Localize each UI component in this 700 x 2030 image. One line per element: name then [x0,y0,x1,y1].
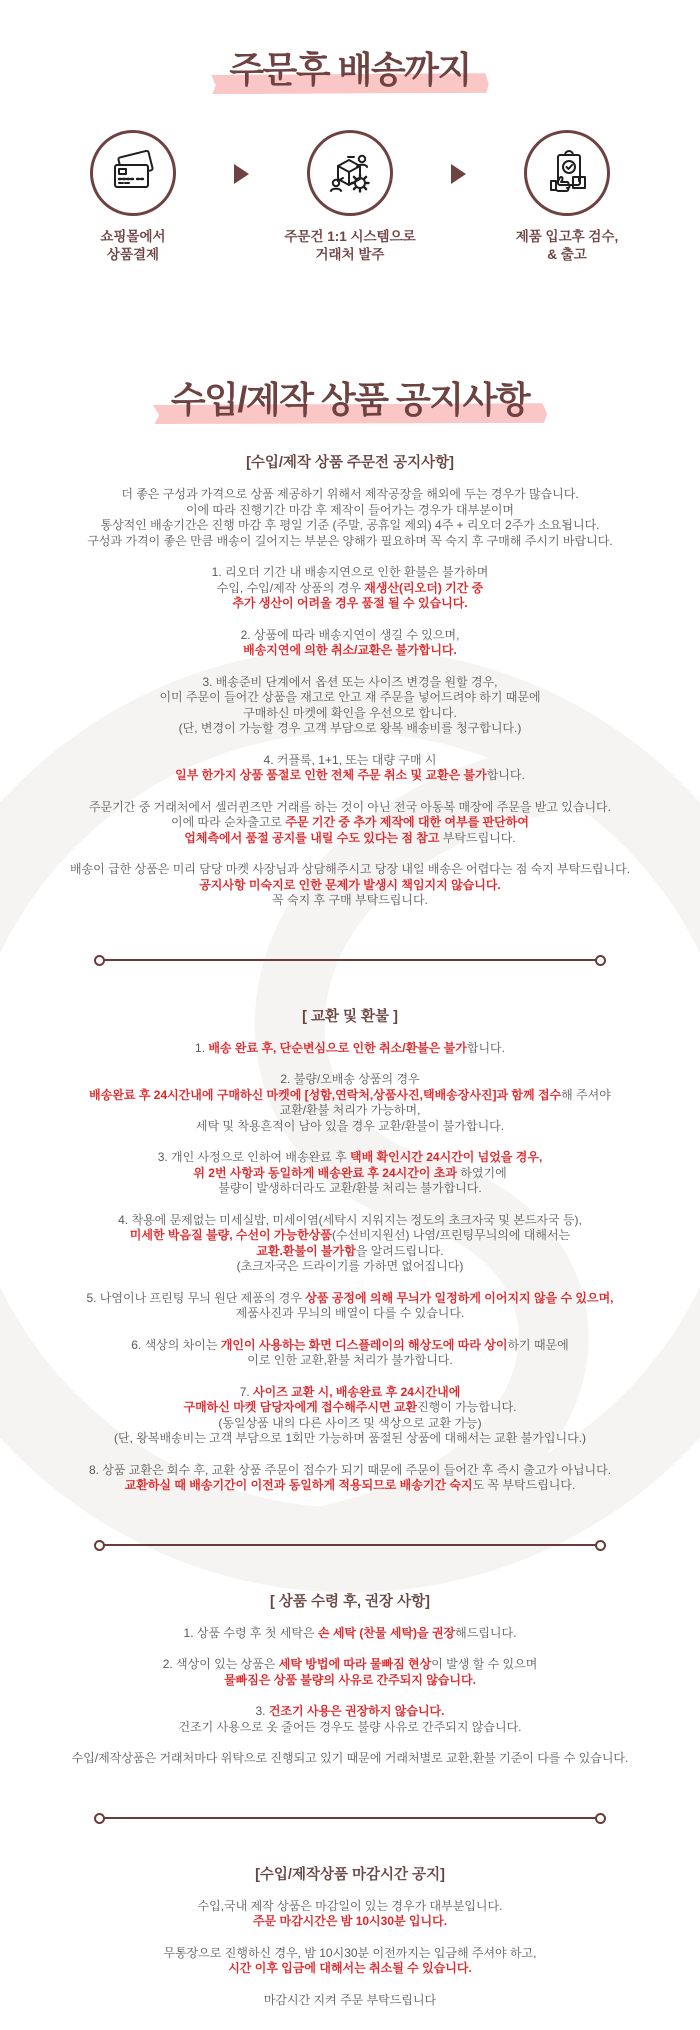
notice-line: 배송이 급한 상품은 미리 담당 마켓 사장님과 상담해주시고 당장 내일 배송은 어렵다는 점 숙지 부탁드립니다. [69,862,631,876]
arrow-right-icon [451,164,466,184]
notice-line: 세탁 및 착용흔적이 남아 있을 경우 교환/환불이 불가합니다. [195,1118,505,1133]
notice-title [0,376,700,424]
notice-line: 6. 색상의 차이는 개인이 사용하는 화면 디스플레이의 해상도에 따라 상이하기 때문에 [131,1337,569,1352]
caption-line: 주문건 1:1 시스템으로 [284,229,416,244]
notice-line: 이에 따라 순차출고로 주문 기간 중 추가 제작에 대한 여부를 판단하여 [171,815,529,829]
notice-line: (동일상품 내의 다른 사이즈 및 색상으로 교환 가능) [218,1415,482,1430]
section-heading: [ 교환 및 환불 ] [302,1008,398,1025]
notice-paragraph [14,1946,686,1977]
notice-paragraph [14,1751,686,1767]
section-heading: [ 상품 수령 후, 권장 사항] [270,1593,430,1610]
notice-paragraph [14,800,686,847]
notice-line: 8. 상품 교환은 회수 후, 교환 상품 주문이 접수가 되기 때문에 주문이 들어간 후 즉시 출고가 아닙니다. [88,1462,612,1477]
process-step-inspection [472,130,662,264]
notice-line: 이로 인한 교환,환불 처리가 불가합니다. [247,1353,453,1367]
notice-line: 교환.환불이 불가함을 알려드립니다. [256,1243,444,1258]
section-deadline-notice [0,1866,700,2009]
notice-line: 주문 마감시간은 밤 10시30분 입니다. [252,1914,448,1928]
notice-line: 이미 주문이 들어간 상품을 재고로 안고 재 주문을 넣어드려야 하기 때문에 [159,690,541,704]
notice-line: (초크자국은 드라이기를 가하면 없어집니다) [236,1259,464,1273]
notice-paragraph [14,1072,686,1134]
notice-line: 수입, 수입/제작 상품의 경우 재생산(리오더) 기간 중 [216,580,484,595]
notice-line: 4. 착용에 문제없는 미세실밥, 미세이염(세탁시 지워지는 정도의 초크자국 및 본드자국 등), [118,1212,582,1227]
step-caption [516,228,619,264]
notice-paragraph [14,1704,686,1735]
divider-ring-right [595,1813,606,1824]
notice-line: 시간 이후 입금에 대해서는 취소될 수 있습니다. [228,1961,472,1975]
notice-line: 통상적인 배송기간은 진행 마감 후 평일 기준 (주말, 공휴일 제외) 4주 + 리오더 2주가 소요됩니다. [100,518,600,532]
notice-paragraph [14,753,686,784]
notice-line: 구매하신 마켓 담당자에게 접수해주시면 교환진행이 가능합니다. [183,1400,517,1414]
notice-paragraph [14,862,686,909]
notice-paragraph [14,675,686,737]
notice-line: 주문기간 중 거래처에서 셀러퀸즈만 거래를 하는 것이 아닌 전국 아동복 매장에 주문을 받고 있습니다. [89,799,611,814]
section-heading: [수입/제작 상품 주문전 공지사항] [246,455,454,471]
notice-paragraph [14,1463,686,1494]
process-step-order-system [255,130,445,264]
notice-title-wrap [0,376,700,424]
notice-line: 2. 색상이 있는 상품은 세탁 방법에 따라 물빠짐 현상이 발생 할 수 있으며 [162,1657,538,1671]
notice-line: (단, 왕복배송비는 고객 부담으로 1회만 가능하며 품절된 상품에 대해서는 교환 불가입니다.) [114,1431,586,1445]
step-caption [100,228,165,264]
process-step-payment [38,130,228,264]
notice-paragraph [14,1657,686,1688]
notice-line: 건조기 사용으로 옷 줄어든 경우도 불량 사유로 간주되지 않습니다. [178,1719,522,1734]
caption-line: & 출고 [547,247,587,262]
divider-ring-right [595,955,606,966]
caption-line: 거래처 발주 [315,247,385,262]
notice-sections [0,454,700,2008]
notice-line: (단, 변경이 가능할 경우 고객 부담으로 왕복 배송비를 청구합니다.) [178,721,522,735]
notice-line: 수입/제작상품은 거래처마다 위탁으로 진행되고 있기 때문에 거래처별로 교환,환불 기준이 다를 수 있습니다. [71,1751,629,1765]
section-post-receipt-recommendations [0,1593,700,1767]
notice-line: 물빠짐은 상품 불량의 사유로 간주되지 않습니다. [224,1672,476,1687]
notice-line: 무통장으로 진행하신 경우, 밤 10시30분 이전까지는 입금해 주셔야 하고, [163,1945,537,1960]
credit-cards-icon [107,147,159,199]
notice-line: 1. 배송 완료 후, 단순변심으로 인한 취소/환불은 불가합니다. [195,1040,505,1055]
arrow-right-icon [234,164,249,184]
caption-line: 제품 입고후 검수, [515,229,619,244]
flow-title [0,46,700,94]
section-divider [94,955,606,966]
notice-line: 배송지연에 의한 취소/교환은 불가합니다. [243,643,457,657]
notice-line: 5. 나염이나 프린팅 무늬 원단 제품의 경우 상품 공정에 의해 무늬가 일정하게 이어지지 않을 수 있으며, [86,1290,614,1305]
section-pre-order-notice [0,454,700,909]
notice-paragraph [14,1338,686,1369]
section-exchange-refund [0,1008,700,1494]
notice-paragraph [14,1993,686,2009]
notice-title-text: 수입/제작 상품 공지사항 [157,376,543,424]
divider-ring-right [595,1540,606,1551]
notice-paragraph [14,487,686,549]
notice-line: 마감시간 지켜 주문 부탁드립니다 [263,1992,437,2007]
notice-paragraph [14,1150,686,1197]
notice-line: 업체측에서 품절 공지를 내릴 수도 있다는 점 참고 부탁드립니다. [184,830,516,845]
divider-line [104,1817,596,1820]
notice-line: 구매하신 마켓에 확인을 우선으로 합니다. [243,705,457,720]
notice-line: 수입,국내 제작 상품은 마감일이 있는 경우가 대부분입니다. [197,1898,503,1913]
notice-line: 3. 건조기 사용은 권장하지 않습니다. [255,1704,445,1718]
step-circle [524,130,610,216]
section-divider [94,1813,606,1824]
notice-line: 교환하실 때 배송기간이 이전과 동일하게 적용되므로 배송기간 숙지도 꼭 부탁드립니다. [124,1478,576,1492]
order-system-icon [324,147,376,199]
inspect-ship-icon [541,147,593,199]
caption-line: 상품결제 [106,247,160,262]
notice-paragraph [14,1385,686,1447]
notice-line: 3. 배송준비 단계에서 옵션 또는 사이즈 변경을 원할 경우, [202,674,498,689]
notice-line: 교환/환불 처리가 가능하며, [279,1103,421,1117]
notice-line: 2. 상품에 따라 배송지연이 생길 수 있으며, [240,627,460,642]
notice-paragraph [14,1291,686,1322]
order-process-row [0,130,700,264]
flow-title-text: 주문후 배송까지 [215,46,484,94]
notice-line: 미세한 박음질 불량, 수선이 가능한상품(수선비지원선) 나염/프린팅무늬의에 대해서는 [129,1228,571,1242]
notice-paragraph [14,1899,686,1930]
notice-paragraph [14,565,686,612]
notice-line: 구성과 가격이 좋은 만큼 배송이 길어지는 부분은 양해가 필요하며 꼭 숙지 후 구매해 주시기 바랍니다. [87,533,613,548]
notice-line: 제품사진과 무늬의 배열이 다를 수 있습니다. [235,1306,465,1320]
notice-line: 위 2번 사항과 동일하게 배송완료 후 24시간이 초과 하였기에 [193,1165,507,1180]
notice-line: 일부 한가지 상품 품절로 인한 전체 주문 취소 및 교환은 불가합니다. [175,768,525,782]
step-caption [284,228,415,264]
notice-paragraph [14,628,686,659]
step-circle [90,130,176,216]
notice-line: 배송완료 후 24시간내에 구매하신 마켓에 [성함,연락처,상품사진,택배송장사진]과 함께 접수해 주셔야 [89,1087,611,1102]
notice-line: 1. 리오더 기간 내 배송지연으로 인한 환불은 불가하며 [211,565,489,579]
notice-paragraph [14,1626,686,1642]
notice-line: 공지사항 미숙지로 인한 문제가 발생시 책임지지 않습니다. [199,877,501,892]
notice-line: 더 좋은 구성과 가격으로 상품 제공하기 위해서 제작공장을 해외에 두는 경우가 많습니다. [121,487,579,501]
notice-line: 1. 상품 수령 후 첫 세탁은 손 세탁 (찬물 세탁)을 권장해드립니다. [183,1625,517,1640]
divider-line [104,959,596,962]
notice-line: 이에 따라 진행기간 마감 후 제작이 들어가는 경우가 대부분이며 [185,502,515,517]
notice-line: 꼭 숙지 후 구매 부탁드립니다. [272,893,428,907]
notice-paragraph [14,1213,686,1275]
section-divider [94,1540,606,1551]
caption-line: 쇼핑몰에서 [100,229,166,244]
notice-line: 3. 개인 사정으로 인하여 배송완료 후 택배 확인시간 24시간이 넘었을 경우, [157,1150,543,1164]
notice-line: 추가 생산이 어려울 경우 품절 될 수 있습니다. [232,596,468,610]
notice-line: 불량이 발생하더라도 교환/환불 처리는 불가합니다. [218,1181,482,1195]
step-circle [307,130,393,216]
section-heading: [수입/제작상품 마감시간 공지] [255,1866,445,1883]
notice-line: 7. 사이즈 교환 시, 배송완료 후 24시간내에 [239,1384,461,1399]
notice-line: 2. 불량/오배송 상품의 경우 [280,1072,420,1086]
notice-paragraph [14,1041,686,1057]
notice-line: 4. 커플룩, 1+1, 또는 대량 구매 시 [263,752,437,767]
divider-line [104,1544,596,1547]
